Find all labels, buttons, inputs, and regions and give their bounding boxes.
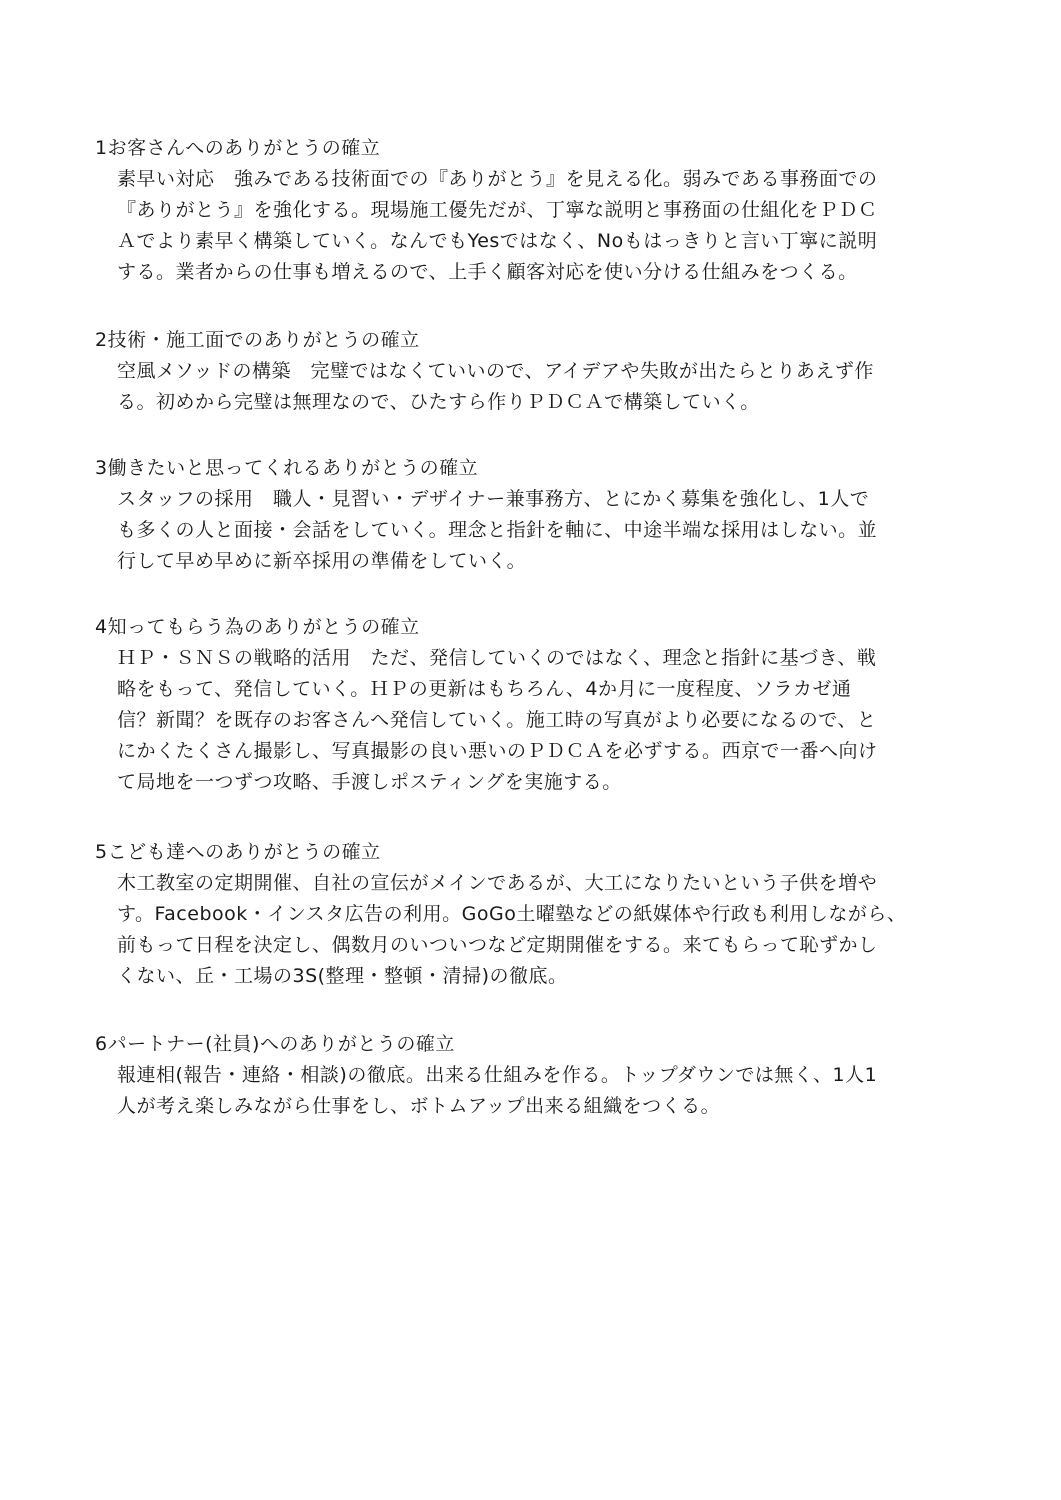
body-line: て局地を一つずつ攻略、手渡しポスティングを実施する。 (117, 771, 622, 793)
body-line: 木工教室の定期開催、自社の宣伝がメインであるが、大工になりたいという子供を増や (117, 872, 878, 894)
body-line: 『ありがとう』を強化する。現場施工優先だが、丁寧な説明と事務面の仕組化をＰＤＣ (117, 199, 878, 221)
body-line: 前もって日程を決定し、偶数月のいついつなど定期開催をする。来てもらって恥ずかし (117, 934, 878, 956)
body-line: 人が考え楽しみながら仕事をし、ボトムアップ出来る組織をつくる。 (117, 1095, 721, 1117)
body-line: スタッフの採用 職人・見習い・デザイナー兼事務方、とにかく募集を強化し、1人で (117, 488, 870, 510)
body-line: る。初めから完璧は無理なので、ひたすら作りＰＤＣＡで構築していく。 (117, 391, 760, 413)
body-line: Ａでより素早く構築していく。なんでもYesではなく、Noもはっきりと言い丁寧に説明 (117, 230, 878, 252)
section-children-thanks (95, 837, 975, 992)
section-heading: 2技術・施工面でのありがとうの確立 (95, 329, 420, 351)
body-line: ＨＰ・ＳＮＳの戦略的活用 ただ、発信していくのではなく、理念と指針に基づき、戦 (117, 647, 877, 669)
body-line: 略をもって、発信していく。ＨＰの更新はもちろん、4か月に一度程度、ソラカゼ通 (117, 678, 852, 700)
section-heading: 3働きたいと思ってくれるありがとうの確立 (95, 457, 479, 479)
section-heading: 5こども達へのありがとうの確立 (95, 841, 381, 863)
body-line: 空風メソッドの構築 完璧ではなくていいので、アイデアや失敗が出たらとりあえず作 (117, 360, 874, 382)
section-partner-thanks (95, 1029, 975, 1122)
section-heading: 1お客さんへのありがとうの確立 (95, 137, 381, 159)
section-heading: 6パートナー(社員)へのありがとうの確立 (95, 1033, 455, 1055)
section-heading: 4知ってもらう為のありがとうの確立 (95, 616, 420, 638)
section-customer-thanks (95, 133, 975, 288)
body-line: 信？新聞？を既存のお客さんへ発信していく。施工時の写真がより必要になるので、と (117, 709, 877, 731)
section-recruiting-thanks (95, 453, 975, 577)
body-line: くない、丘・工場の3S(整理・整頓・清掃)の徹底。 (117, 965, 568, 987)
body-line: 素早い対応 強みである技術面での『ありがとう』を見える化。弱みである事務面での (117, 168, 878, 190)
body-line: す。Facebook・インスタ広告の利用。GoGo土曜塾などの紙媒体や行政も利用しながら、 (117, 903, 907, 925)
body-line: にかくたくさん撮影し、写真撮影の良い悪いのＰＤＣＡを必ずする。西京で一番へ向け (117, 740, 878, 762)
body-line: する。業者からの仕事も増えるので、上手く顧客対応を使い分ける仕組みをつくる。 (117, 261, 858, 283)
body-line: 報連相(報告・連絡・相談)の徹底。出来る仕組みを作る。トップダウンでは無く、1人1 (117, 1064, 878, 1086)
section-awareness-thanks (95, 612, 975, 798)
body-line: 行して早め早めに新卒採用の準備をしていく。 (117, 550, 527, 572)
section-technical-thanks (95, 325, 975, 418)
body-line: も多くの人と面接・会話をしていく。理念と指針を軸に、中途半端な採用はしない。並 (117, 519, 878, 541)
